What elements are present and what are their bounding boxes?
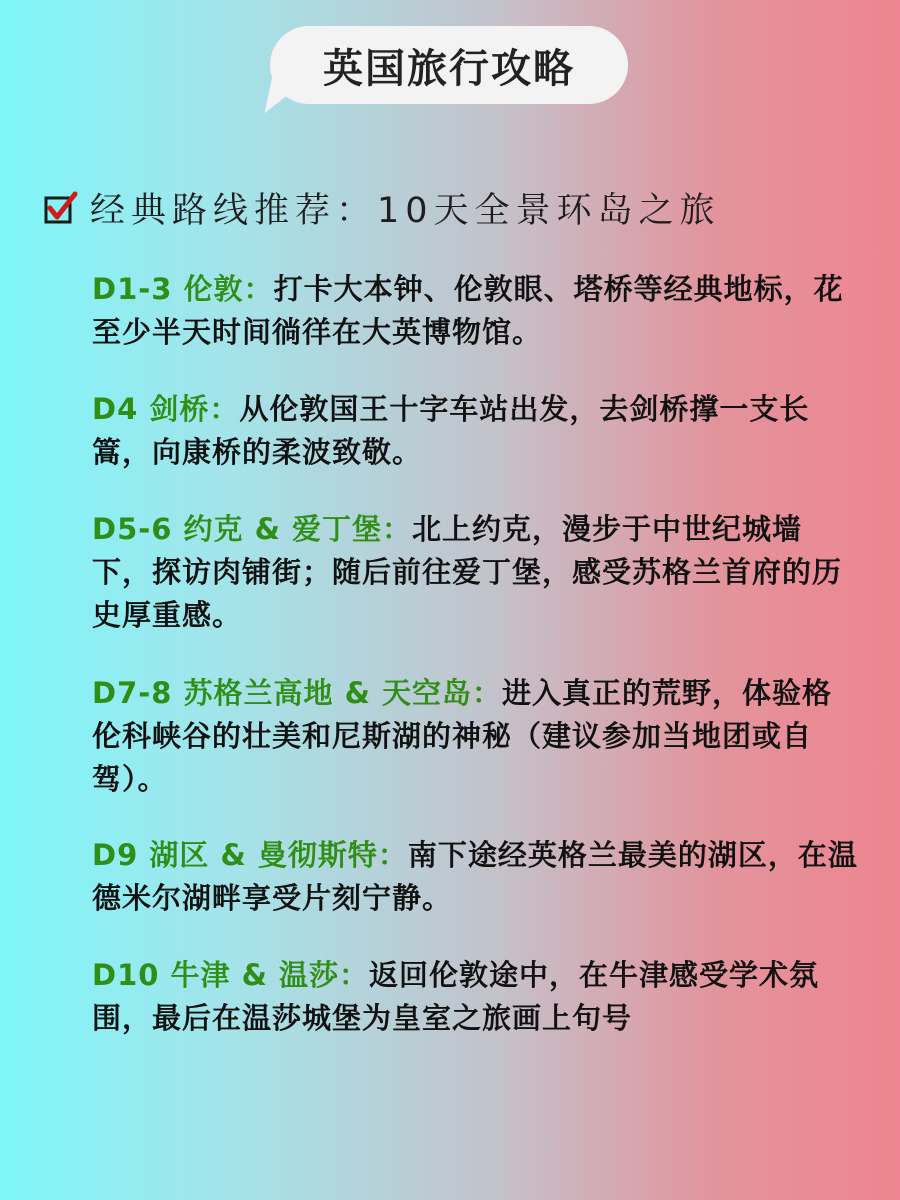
itinerary-entry-d1-3: [92, 268, 862, 354]
title-bubble: [270, 26, 628, 104]
itinerary-day-label: D9 湖区 & 曼彻斯特：: [92, 838, 408, 872]
itinerary-description: 从伦敦国王十字车站出发，去剑桥撑一支长篙，向康桥的柔波致敬。: [92, 392, 810, 469]
subtitle-row: [42, 183, 721, 233]
itinerary-description: 返回伦敦途中，在牛津感受学术氛围，最后在温莎城堡为皇室之旅画上句号: [92, 958, 820, 1035]
itinerary-entry-d5-6: [92, 508, 862, 637]
itinerary-day-label: D5-6 约克 & 爱丁堡：: [92, 512, 413, 546]
itinerary-day-label: D4 剑桥：: [92, 392, 240, 426]
itinerary-description: 进入真正的荒野，体验格伦科峡谷的壮美和尼斯湖的神秘（建议参加当地团或自驾）。: [92, 676, 833, 796]
itinerary-day-label: D1-3 伦敦：: [92, 272, 274, 306]
itinerary-entry-d4: [92, 388, 862, 474]
checkbox-checked-icon: [42, 188, 82, 228]
itinerary-description: 北上约克，漫步于中世纪城墙下，探访肉铺街；随后前往爱丁堡，感受苏格兰首府的历史厚重感。: [92, 512, 843, 632]
itinerary-day-label: D10 牛津 & 温莎：: [92, 958, 370, 992]
page-title: 英国旅行攻略: [323, 45, 575, 92]
itinerary-entry-d9: [92, 834, 862, 920]
itinerary-day-label: D7-8 苏格兰高地 & 天空岛：: [92, 676, 503, 710]
itinerary-description: 打卡大本钟、伦敦眼、塔桥等经典地标，花至少半天时间徜徉在大英博物馆。: [92, 272, 844, 349]
subtitle-text: 经典路线推荐：10天全景环岛之旅: [90, 191, 721, 231]
itinerary-description: 南下途经英格兰最美的湖区，在温德米尔湖畔享受片刻宁静。: [92, 838, 858, 915]
itinerary-entry-d7-8: [92, 672, 862, 801]
itinerary-entry-d10: [92, 954, 862, 1040]
